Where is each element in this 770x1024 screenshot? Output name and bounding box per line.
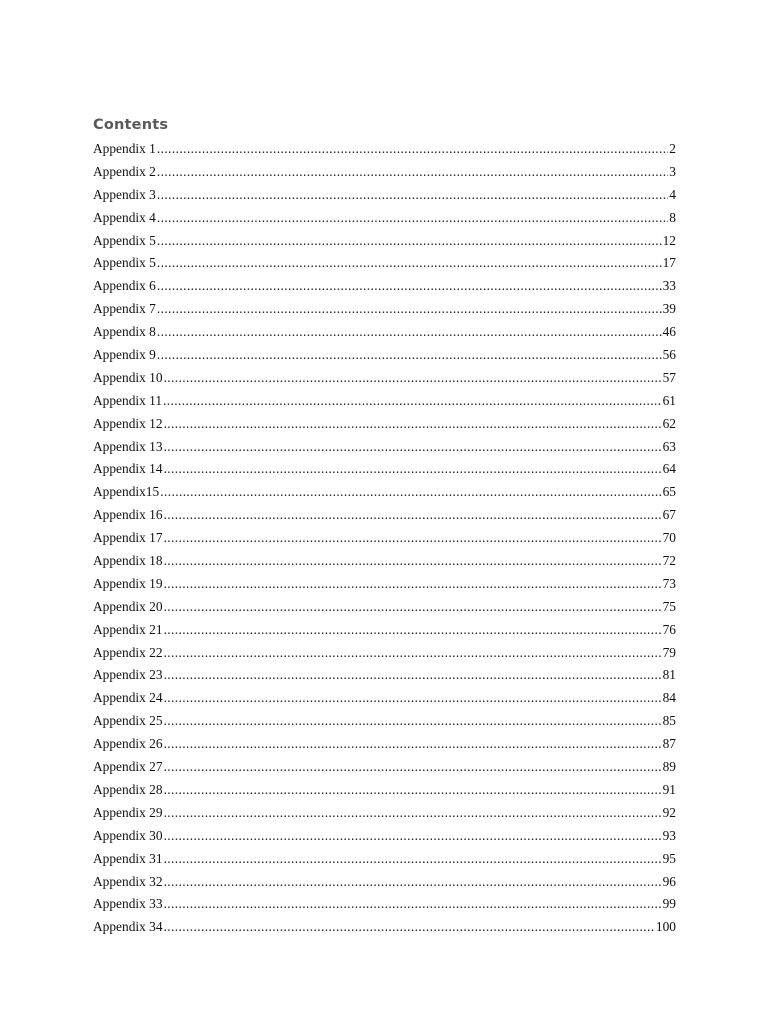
- toc-entry-page-number: 67: [662, 507, 676, 523]
- toc-entry-page-number: 63: [662, 438, 676, 454]
- toc-entry-label: Appendix 11: [93, 392, 163, 408]
- toc-entry-label: Appendix 14: [93, 461, 163, 477]
- toc-entry[interactable]: [93, 344, 676, 367]
- toc-entry-label: Appendix 9: [93, 347, 156, 363]
- toc-entry-label: Appendix 27: [93, 759, 163, 775]
- toc-entry-label: Appendix 12: [93, 415, 163, 431]
- toc-entry-label: Appendix 3: [93, 186, 156, 202]
- toc-entry-label: Appendix 28: [93, 781, 163, 797]
- toc-entry-page-number: 62: [662, 415, 676, 431]
- toc-entry[interactable]: [93, 802, 676, 825]
- toc-dot-leader: [164, 802, 662, 825]
- toc-entry[interactable]: [93, 275, 676, 298]
- toc-entry-label: Appendix 30: [93, 827, 163, 843]
- toc-entry-page-number: 89: [662, 759, 676, 775]
- toc-entry-page-number: 91: [662, 781, 676, 797]
- toc-entry-page-number: 79: [662, 644, 676, 660]
- toc-entry-page-number: 57: [662, 369, 676, 385]
- toc-entry[interactable]: [93, 436, 676, 459]
- toc-entry[interactable]: [93, 413, 676, 436]
- toc-entry-page-number: 96: [662, 873, 676, 889]
- toc-entry-page-number: 3: [669, 163, 676, 179]
- toc-entry[interactable]: [93, 733, 676, 756]
- toc-entry-label: Appendix 22: [93, 644, 163, 660]
- toc-entry-page-number: 99: [662, 896, 676, 912]
- toc-dot-leader: [164, 779, 662, 802]
- toc-dot-leader: [157, 161, 668, 184]
- toc-dot-leader: [164, 710, 662, 733]
- toc-entry[interactable]: [93, 527, 676, 550]
- toc-entry[interactable]: [93, 161, 676, 184]
- toc-entry-label: Appendix 10: [93, 369, 163, 385]
- toc-dot-leader: [157, 298, 662, 321]
- toc-entry-label: Appendix 2: [93, 163, 156, 179]
- toc-entry-page-number: 87: [662, 736, 676, 752]
- toc-entry[interactable]: [93, 825, 676, 848]
- toc-entry-label: Appendix 32: [93, 873, 163, 889]
- toc-dot-leader: [164, 642, 662, 665]
- toc-entry-page-number: 46: [662, 324, 676, 340]
- toc-entry[interactable]: [93, 596, 676, 619]
- toc-entry-page-number: 70: [662, 530, 676, 546]
- toc-entry[interactable]: [93, 619, 676, 642]
- toc-dot-leader: [157, 230, 662, 253]
- toc-dot-leader: [164, 756, 662, 779]
- toc-dot-leader: [164, 687, 662, 710]
- toc-entry-label: Appendix 5: [93, 255, 156, 271]
- toc-entry-label: Appendix 17: [93, 530, 163, 546]
- toc-entry-page-number: 17: [662, 255, 676, 271]
- toc-entry[interactable]: [93, 756, 676, 779]
- toc-entry[interactable]: [93, 573, 676, 596]
- toc-entry-label: Appendix 19: [93, 575, 163, 591]
- toc-entry-page-number: 93: [662, 827, 676, 843]
- toc-entry[interactable]: [93, 504, 676, 527]
- toc-dot-leader: [157, 184, 668, 207]
- toc-entry-page-number: 81: [662, 667, 676, 683]
- toc-dot-leader: [164, 664, 662, 687]
- toc-entry-page-number: 92: [662, 804, 676, 820]
- toc-entry-page-number: 4: [669, 186, 676, 202]
- toc-dot-leader: [157, 344, 662, 367]
- toc-entry-page-number: 75: [662, 598, 676, 614]
- toc-dot-leader: [164, 825, 662, 848]
- toc-entry-label: Appendix 24: [93, 690, 163, 706]
- toc-entry-page-number: 39: [662, 301, 676, 317]
- toc-dot-leader: [164, 550, 662, 573]
- toc-dot-leader: [157, 275, 662, 298]
- toc-dot-leader: [157, 207, 668, 230]
- toc-dot-leader: [164, 916, 655, 939]
- toc-dot-leader: [164, 527, 662, 550]
- toc-entry[interactable]: [93, 642, 676, 665]
- toc-entry[interactable]: [93, 252, 676, 275]
- toc-dot-leader: [164, 436, 662, 459]
- toc-dot-leader: [157, 252, 662, 275]
- toc-dot-leader: [157, 138, 668, 161]
- toc-entry-label: Appendix 16: [93, 507, 163, 523]
- toc-entry-label: Appendix 20: [93, 598, 163, 614]
- toc-dot-leader: [164, 573, 662, 596]
- toc-entry[interactable]: [93, 458, 676, 481]
- toc-entry-label: Appendix 4: [93, 209, 156, 225]
- toc-entry[interactable]: [93, 481, 676, 504]
- toc-dot-leader: [164, 504, 662, 527]
- toc-entry-label: Appendix 13: [93, 438, 163, 454]
- toc-entry[interactable]: [93, 184, 676, 207]
- toc-entry-page-number: 100: [655, 919, 676, 935]
- toc-entry[interactable]: [93, 298, 676, 321]
- toc-entry-page-number: 85: [662, 713, 676, 729]
- toc-entry-label: Appendix 34: [93, 919, 163, 935]
- toc-entry-label: Appendix 25: [93, 713, 163, 729]
- toc-entry[interactable]: [93, 710, 676, 733]
- toc-entry[interactable]: [93, 664, 676, 687]
- toc-entry-label: Appendix 8: [93, 324, 156, 340]
- toc-dot-leader: [164, 458, 662, 481]
- toc-heading: Contents: [93, 117, 169, 133]
- toc-list: [93, 138, 676, 939]
- toc-entry[interactable]: [93, 230, 676, 253]
- toc-entry-page-number: 72: [662, 553, 676, 569]
- toc-entry-page-number: 8: [669, 209, 676, 225]
- toc-entry-page-number: 64: [662, 461, 676, 477]
- toc-entry[interactable]: [93, 893, 676, 916]
- toc-entry-page-number: 95: [662, 850, 676, 866]
- toc-entry-label: Appendix 26: [93, 736, 163, 752]
- toc-entry[interactable]: [93, 321, 676, 344]
- toc-entry[interactable]: [93, 138, 676, 161]
- toc-entry-label: Appendix 18: [93, 553, 163, 569]
- toc-entry-label: Appendix 31: [93, 850, 163, 866]
- toc-dot-leader: [164, 848, 662, 871]
- toc-entry-page-number: 56: [662, 347, 676, 363]
- toc-entry[interactable]: [93, 367, 676, 390]
- toc-entry-page-number: 12: [662, 232, 676, 248]
- toc-dot-leader: [157, 321, 662, 344]
- toc-entry[interactable]: [93, 916, 676, 939]
- toc-entry-label: Appendix 21: [93, 621, 163, 637]
- toc-entry-page-number: 2: [669, 141, 676, 156]
- toc-entry-page-number: 61: [662, 392, 676, 408]
- toc-dot-leader: [164, 871, 662, 894]
- toc-entry-page-number: 33: [662, 278, 676, 294]
- toc-dot-leader: [164, 413, 662, 436]
- toc-entry-label: Appendix 5: [93, 232, 156, 248]
- toc-entry-label: Appendix 29: [93, 804, 163, 820]
- toc-dot-leader: [164, 619, 662, 642]
- toc-entry-page-number: 65: [662, 484, 676, 500]
- toc-entry-page-number: 76: [662, 621, 676, 637]
- toc-entry-label: Appendix 6: [93, 278, 156, 294]
- toc-entry-page-number: 84: [662, 690, 676, 706]
- toc-entry-label: Appendix 23: [93, 667, 163, 683]
- toc-entry[interactable]: [93, 687, 676, 710]
- toc-dot-leader: [160, 481, 661, 504]
- toc-entry[interactable]: [93, 207, 676, 230]
- toc-entry[interactable]: [93, 848, 676, 871]
- toc-dot-leader: [164, 733, 662, 756]
- toc-dot-leader: [164, 367, 662, 390]
- toc-entry-label: Appendix 1: [93, 141, 156, 156]
- toc-entry[interactable]: [93, 871, 676, 894]
- toc-entry-label: Appendix 7: [93, 301, 156, 317]
- toc-dot-leader: [164, 893, 662, 916]
- toc-entry-label: Appendix15: [93, 484, 160, 500]
- toc-entry[interactable]: [93, 550, 676, 573]
- toc-entry[interactable]: [93, 779, 676, 802]
- toc-entry-label: Appendix 33: [93, 896, 163, 912]
- toc-entry[interactable]: [93, 390, 676, 413]
- toc-dot-leader: [164, 596, 662, 619]
- toc-dot-leader: [163, 390, 662, 413]
- toc-entry-page-number: 73: [662, 575, 676, 591]
